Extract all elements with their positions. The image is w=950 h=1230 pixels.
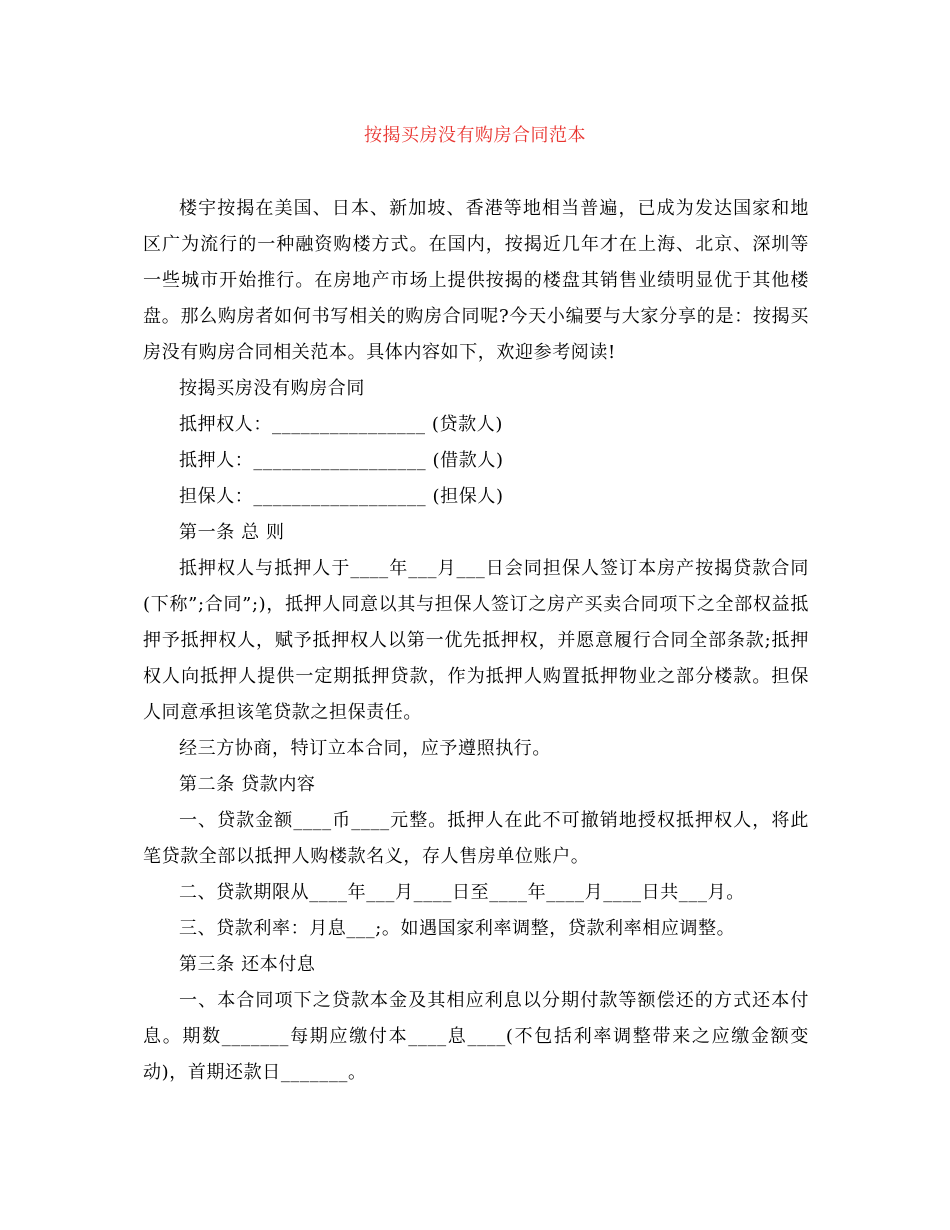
article-2-heading: 第二条 贷款内容 [179, 774, 316, 795]
loan-rate-text: 三、贷款利率：月息___;。如遇国家利率调整，贷款利率相应调整。 [179, 918, 736, 939]
document-title: 按揭买房没有购房合同范本 [364, 125, 586, 146]
loan-term-text: 二、贷款期限从____年___月____日至____年____月____日共___月。 [179, 882, 745, 903]
guarantor-line: 担保人：__________________ (担保人) [179, 486, 504, 507]
article-3-heading: 第三条 还本付息 [179, 954, 316, 975]
mortgagor-line: 抵押人：__________________ (借款人) [179, 450, 504, 471]
article-1-text: 抵押权人与抵押人于____年___月___日会同担保人签订本房产按揭贷款合同(下称”;合同”;)，抵押人同意以其与担保人签订之房产买卖合同项下之全部权益抵押予抵押权人，赋予抵押权人以第一优先抵押权，并愿意履行合同全部条款;抵押权人向抵押人提供一定期抵押贷款，作为抵押人购置抵押物业之部分楼款。担保人同意承担该笔贷款之担保责任。 [143, 558, 809, 723]
loan-amount-text: 一、贷款金额____币____元整。抵押人在此不可撤销地授权抵押权人，将此笔贷款全部以抵押人购楼款名义，存人售房单位账户。 [143, 810, 809, 867]
document-body [143, 191, 809, 1091]
intro-paragraph: 楼宇按揭在美国、日本、新加坡、香港等地相当普遍，已成为发达国家和地区广为流行的一种融资购楼方式。在国内，按揭近几年才在上海、北京、深圳等一些城市开始推行。在房地产市场上提供按揭的楼盘其销售业绩明显优于其他楼盘。那么购房者如何书写相关的购房合同呢?今天小编要与大家分享的是：按揭买房没有购房合同相关范本。具体内容如下，欢迎参考阅读! [143, 198, 809, 363]
mortgagee-line: 抵押权人：________________ (贷款人) [179, 414, 503, 435]
agreement-text: 经三方协商，特订立本合同，应予遵照执行。 [179, 738, 551, 759]
contract-heading: 按揭买房没有购房合同 [179, 378, 365, 399]
repayment-text: 一、本合同项下之贷款本金及其相应利息以分期付款等额偿还的方式还本付息。期数_______每期应缴付本____息____(不包括利率调整带来之应缴金额变动)，首期还款日_______。 [143, 990, 809, 1083]
article-1-heading: 第一条 总 则 [179, 522, 285, 543]
